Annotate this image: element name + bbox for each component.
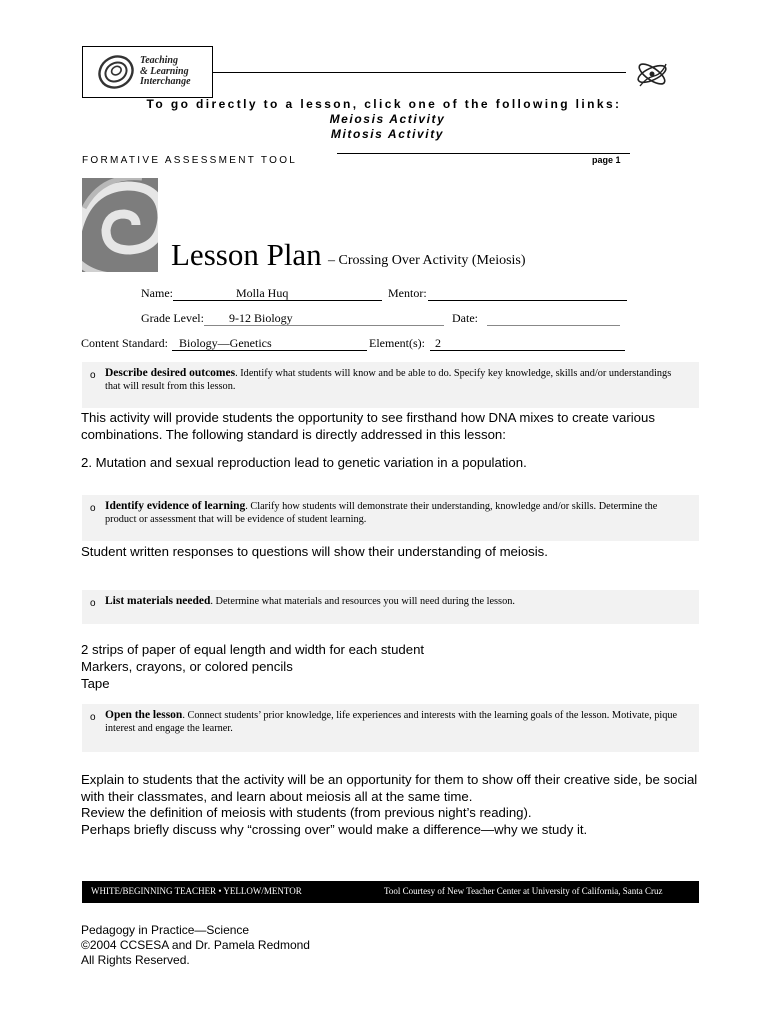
logo-line-3: Interchange bbox=[140, 76, 191, 87]
open-lesson-instruction-box bbox=[82, 704, 699, 752]
name-value: Molla Huq bbox=[236, 286, 289, 300]
materials-instruction-box bbox=[82, 590, 699, 624]
swirl-logo-icon bbox=[96, 52, 136, 92]
tool-label: FORMATIVE ASSESSMENT TOOL bbox=[82, 155, 298, 166]
bullet-icon: o bbox=[90, 370, 96, 381]
header-rule bbox=[212, 72, 626, 73]
open-lesson-heading: Open the lesson bbox=[105, 709, 183, 721]
credit-line-1: Pedagogy in Practice—Science bbox=[81, 923, 250, 937]
evidence-instruction bbox=[105, 500, 685, 526]
outcomes-instruction-text: . Identify what students will know and be able to do. Specify key knowledge, skills and/or understandings that will result from this lesson. bbox=[105, 368, 672, 392]
materials-instruction-text: . Determine what materials and resources you will need during the lesson. bbox=[210, 596, 515, 607]
outcomes-body-1: This activity will provide students the opportunity to see firsthand how DNA mixes to create various combinations. The following standard is directly addressed in this lesson: bbox=[81, 410, 655, 442]
lesson-plan-title: Lesson Plan bbox=[171, 237, 322, 272]
mentor-label: Mentor: bbox=[388, 286, 427, 300]
links-title: To go directly to a lesson, click one of the following links: bbox=[146, 97, 622, 111]
grade-level-label: Grade Level: bbox=[141, 311, 204, 325]
materials-body-2: Markers, crayons, or colored pencils bbox=[81, 659, 293, 674]
materials-instruction bbox=[105, 595, 685, 608]
mitosis-activity-link[interactable]: Mitosis Activity bbox=[330, 127, 445, 141]
materials-body-3: Tape bbox=[81, 676, 110, 691]
evidence-instruction-box bbox=[82, 495, 699, 541]
content-standard-field[interactable] bbox=[172, 336, 367, 351]
logo-text bbox=[140, 56, 191, 88]
elements-field[interactable] bbox=[430, 336, 625, 351]
evidence-instruction-text: . Clarify how students will demonstrate their understanding, knowledge and/or skills. Determine the product or assessment that will be evidence of student learning. bbox=[105, 501, 658, 525]
name-field[interactable] bbox=[173, 286, 382, 301]
footer-courtesy: Tool Courtesy of New Teacher Center at University of California, Santa Cruz bbox=[384, 886, 663, 896]
page-rule bbox=[337, 153, 630, 154]
bullet-icon: o bbox=[90, 712, 96, 723]
name-label: Name: bbox=[141, 286, 173, 300]
open-lesson-instruction bbox=[105, 709, 685, 735]
materials-body-1: 2 strips of paper of equal length and width for each student bbox=[81, 642, 425, 657]
outcomes-body-2: 2. Mutation and sexual reproduction lead to genetic variation in a population. bbox=[81, 455, 527, 470]
lesson-plan-subtitle: – Crossing Over Activity (Meiosis) bbox=[328, 253, 526, 268]
page-number: page 1 bbox=[592, 155, 621, 165]
content-standard-label: Content Standard: bbox=[81, 336, 168, 350]
elements-value: 2 bbox=[435, 336, 441, 350]
open-lesson-instruction-text: . Connect students’ prior knowledge, life experiences and interests with the learning goals of the lesson. Motivate, pique interest and engage the learner. bbox=[105, 710, 678, 734]
atom-icon bbox=[632, 56, 672, 92]
evidence-body-1: Student written responses to questions will show their understanding of meiosis. bbox=[81, 544, 548, 559]
swirl-image-icon bbox=[82, 178, 158, 272]
outcomes-instruction bbox=[105, 367, 685, 393]
content-standard-value: Biology—Genetics bbox=[179, 336, 272, 350]
open-lesson-body-1: Explain to students that the activity will be an opportunity for them to show off their creative side, be social with their classmates, and learn about meiosis all at the same time. bbox=[81, 772, 698, 804]
logo-line-2: & Learning bbox=[140, 65, 189, 77]
credit-line-2: ©2004 CCSESA and Dr. Pamela Redmond bbox=[81, 938, 310, 952]
elements-label: Element(s): bbox=[369, 336, 425, 350]
outcomes-heading: Describe desired outcomes bbox=[105, 367, 236, 379]
materials-heading: List materials needed bbox=[105, 595, 211, 607]
meiosis-activity-link[interactable]: Meiosis Activity bbox=[329, 112, 446, 126]
date-label: Date: bbox=[452, 311, 478, 325]
evidence-heading: Identify evidence of learning bbox=[105, 500, 246, 512]
logo-line-1: Teaching bbox=[140, 55, 178, 66]
footer-bar bbox=[82, 881, 699, 903]
open-lesson-body-2: Review the definition of meiosis with students (from previous night’s reading). bbox=[81, 805, 532, 820]
mentor-field[interactable] bbox=[428, 286, 627, 301]
bullet-icon: o bbox=[90, 503, 96, 514]
credit-line-3: All Rights Reserved. bbox=[81, 953, 190, 967]
credits bbox=[81, 923, 310, 968]
date-field[interactable] bbox=[487, 311, 620, 326]
footer-copy-note: WHITE/BEGINNING TEACHER • YELLOW/MENTOR bbox=[91, 886, 302, 896]
bullet-icon: o bbox=[90, 598, 96, 609]
grade-level-value: 9-12 Biology bbox=[229, 311, 293, 325]
open-lesson-body-3: Perhaps briefly discuss why “crossing over” would make a difference—why we study it. bbox=[81, 822, 588, 837]
grade-level-field[interactable] bbox=[204, 311, 444, 326]
outcomes-instruction-box bbox=[82, 362, 699, 408]
